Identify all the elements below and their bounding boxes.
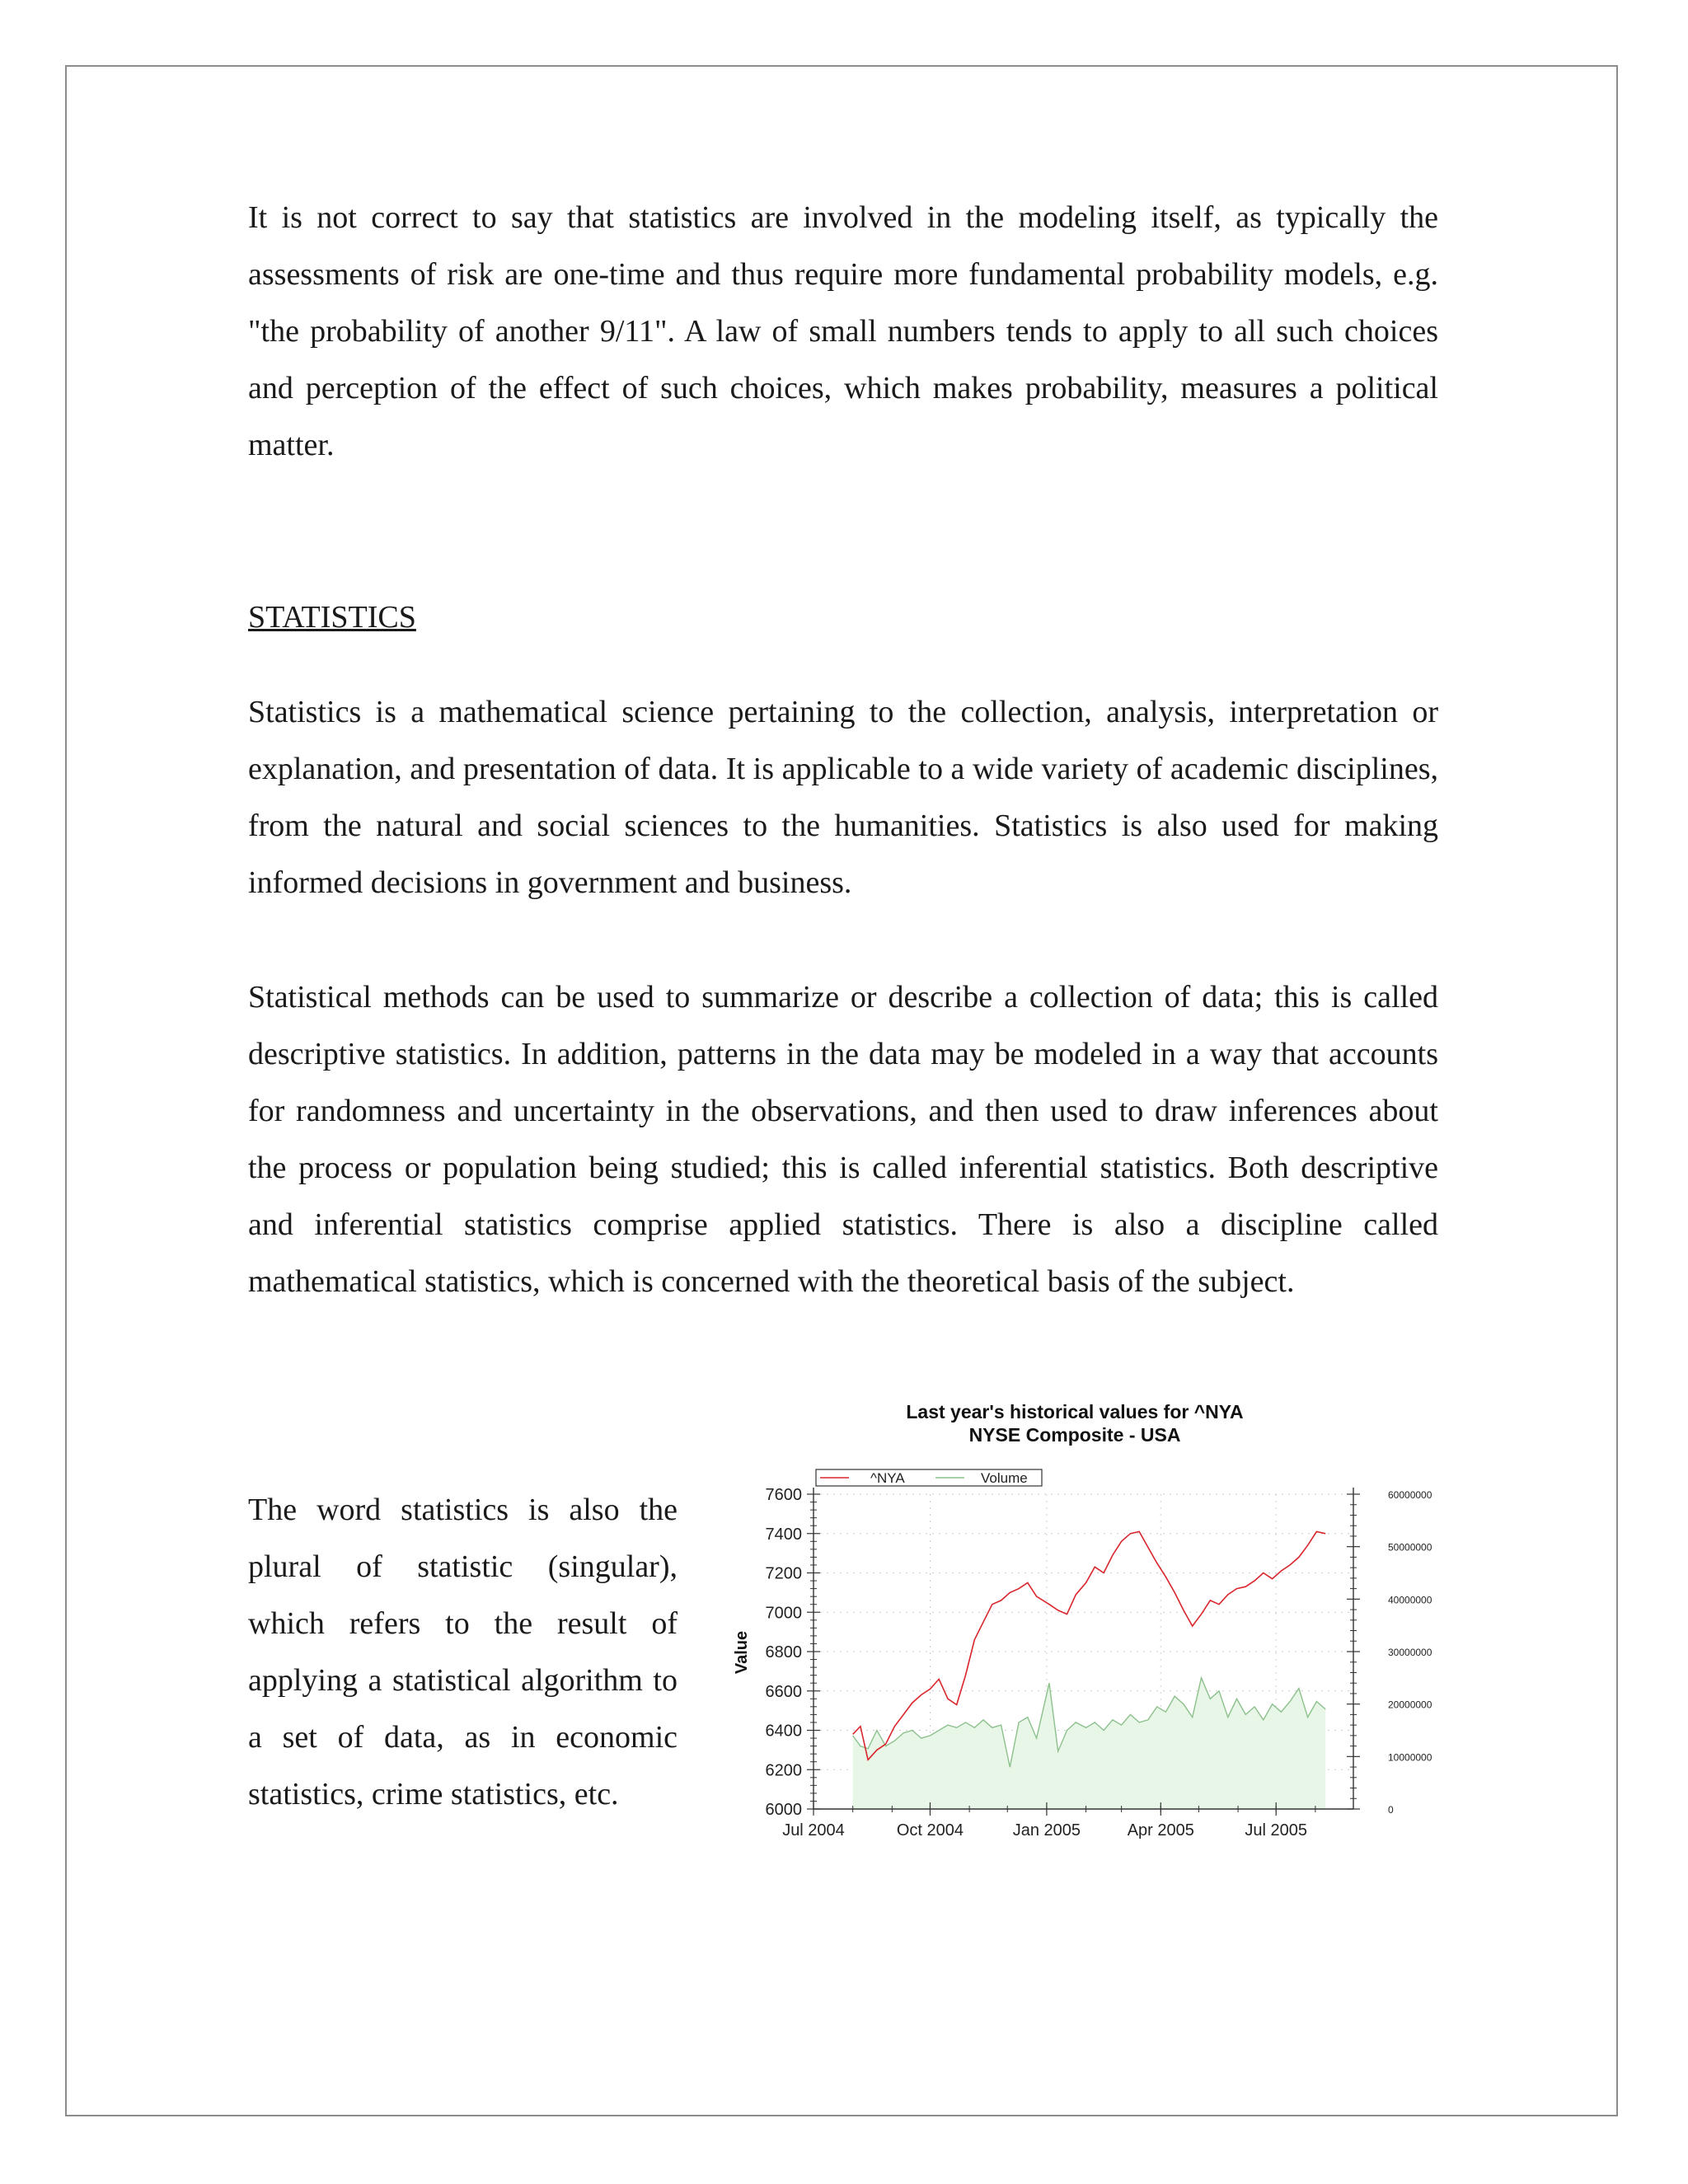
y2-tick-label: 10000000 [1388, 1751, 1432, 1764]
x-tick-label: Apr 2005 [1127, 1821, 1194, 1840]
legend-label-nya: ^NYA [870, 1470, 905, 1486]
y-tick-label: 6800 [765, 1643, 802, 1661]
y2-tick-label: 20000000 [1388, 1699, 1432, 1711]
y-tick-label: 6400 [765, 1722, 802, 1741]
y-tick-label: 7000 [765, 1604, 802, 1623]
y-tick-label: 6600 [765, 1682, 802, 1701]
y2-tick-label: 40000000 [1388, 1594, 1432, 1606]
chart-title: Last year's historical values for ^NYA [906, 1401, 1244, 1422]
paragraph-word-statistics: The word statistics is also the plural of statistic (singular), which refers to the result of applying a statistical algorithm to a set of data, as in economic statistics, crime statistics, etc. [248, 1493, 678, 1811]
y-tick-label: 6200 [765, 1761, 802, 1780]
y2-tick-label: 0 [1388, 1804, 1394, 1816]
nya-historical-chart [717, 1397, 1475, 1858]
y-tick-label: 7600 [765, 1486, 802, 1504]
paragraph-statistics-definition: Statistics is a mathematical science pertaining to the collection, analysis, interpretation or explanation, and presentation of data. It is applicable to a wide variety of academic disciplines, from the natural and social sciences to the humanities. Statistics is also used for making informed decisions in government and business. [248, 695, 1438, 900]
y2-tick-label: 50000000 [1388, 1541, 1432, 1554]
chart-y-axis-label: Value [733, 1630, 751, 1675]
y2-tick-label: 30000000 [1388, 1647, 1432, 1658]
chart-subtitle: NYSE Composite - USA [968, 1424, 1181, 1446]
x-tick-label: Jul 2004 [782, 1821, 845, 1840]
chart-legend [816, 1469, 1042, 1486]
x-tick-label: Jan 2005 [1012, 1821, 1081, 1840]
legend-label-volume: Volume [981, 1470, 1028, 1486]
volume-series-area [853, 1678, 1326, 1809]
section-heading: STATISTICS [248, 600, 416, 635]
y-tick-label: 6000 [765, 1801, 802, 1819]
x-tick-label: Oct 2004 [896, 1821, 964, 1840]
y2-tick-label: 60000000 [1388, 1489, 1432, 1501]
paragraph-risk: It is not correct to say that statistics are involved in the modeling itself, as typically the assessments of risk are one-time and thus require more fundamental probability models, e.g. "the probability of another 9/11". A law of small numbers tends to apply to all such choices and perception of the effect of such choices, which makes probability, measures a political matter. [248, 200, 1438, 462]
y-tick-label: 7200 [765, 1564, 802, 1583]
x-tick-label: Jul 2005 [1245, 1821, 1308, 1840]
y-tick-label: 7400 [765, 1525, 802, 1544]
paragraph-statistical-methods: Statistical methods can be used to summarize or describe a collection of data; this is called descriptive statistics. In addition, patterns in the data may be modeled in a way that accounts for randomness and uncertainty in the observations, and then used to draw inferences about the process or population being studied; this is called inferential statistics. Both descriptive and inferential statistics comprise applied statistics. There is also a discipline called mathematical statistics, which is concerned with the theoretical basis of the subject. [248, 980, 1438, 1299]
